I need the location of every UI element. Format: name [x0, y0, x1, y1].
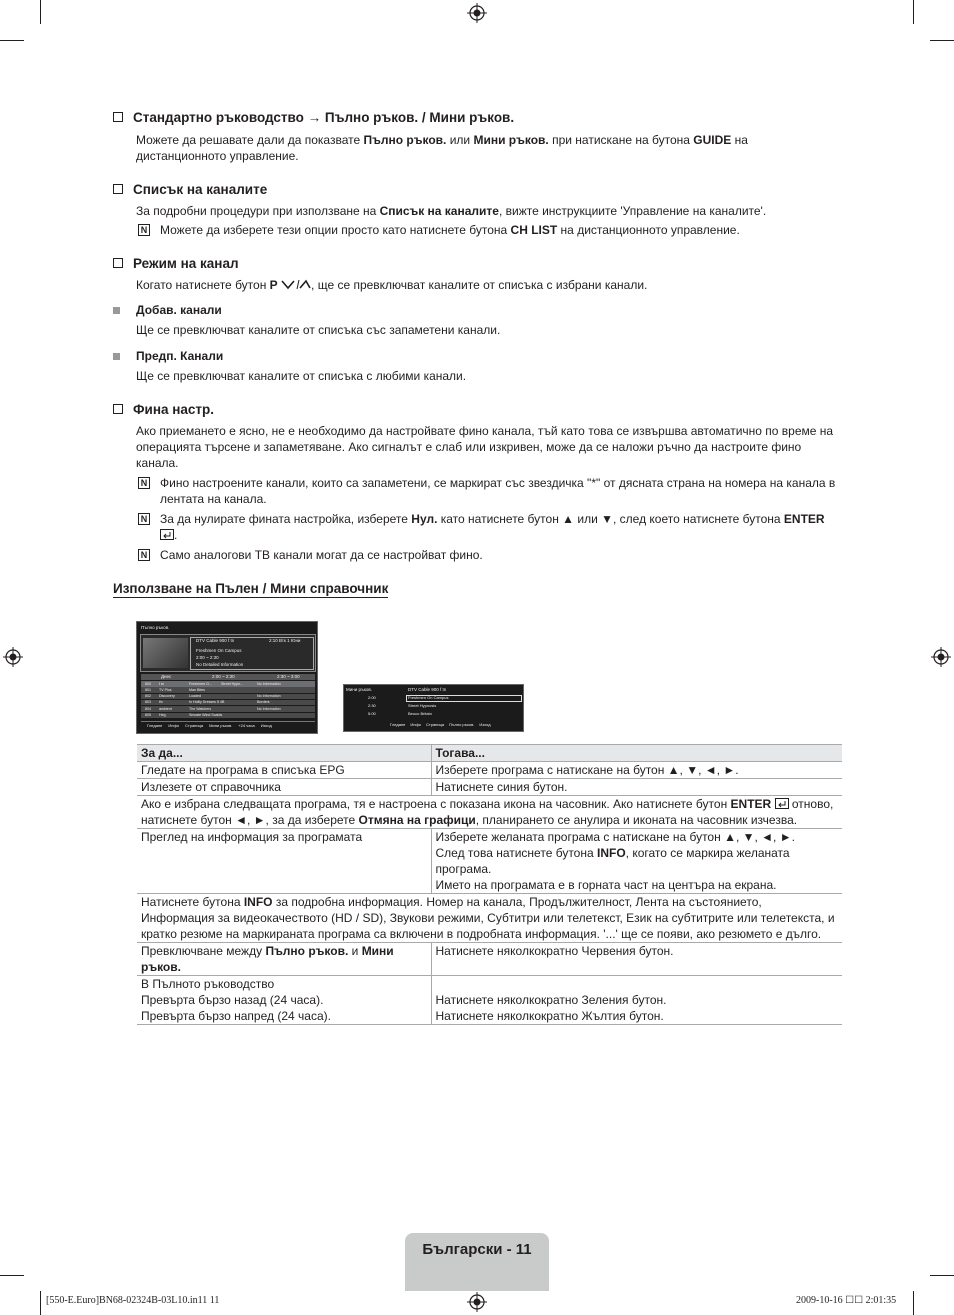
square-bullet-icon: [113, 353, 120, 360]
crop-mark: [913, 1291, 914, 1315]
mini-guide-screen: [343, 684, 524, 732]
section-heading-channel-mode: Режим на канал: [113, 256, 239, 271]
table-row: [137, 796, 842, 829]
guide-cell: 803: [145, 700, 151, 705]
table-cell: Натиснете синия бутон.: [431, 779, 842, 796]
note-icon: N: [138, 477, 150, 489]
guide-cell: Heg: [159, 713, 166, 717]
guide-cell: The Watchers: [189, 706, 212, 711]
guide-cell: No Information: [257, 681, 281, 686]
program-time: 2:00 ~ 2:30: [196, 655, 219, 660]
enter-icon: [775, 798, 789, 809]
print-file-info: [550-E.Euro]BN68-02324B-03L10.in11 11: [46, 1295, 220, 1306]
guide-cell: No Information: [257, 706, 281, 711]
registration-mark-icon: [931, 647, 951, 667]
mini-guide-title: Мини ръков.: [346, 687, 372, 692]
usage-heading: Използване на Пълен / Мини справочник: [113, 581, 389, 596]
cell-line: Името на програмата е в горната част на центъра на екрана.: [435, 878, 777, 892]
table-header-cell: За да...: [137, 745, 431, 762]
cell-line: Превърта бързо напред (24 часа).: [141, 1009, 331, 1023]
channel-list-note: N Можете да изберете тези опции просто като натиснете бутона CH LIST на дистанционното управление.: [136, 222, 836, 238]
cell-line: Превърта бързо назад (24 часа).: [141, 993, 324, 1007]
cell-line: Натиснете няколкократно Жълтия бутон.: [435, 1009, 664, 1023]
table-cell: Преглед на информация за програмата: [137, 829, 431, 894]
crop-mark: [40, 0, 41, 24]
guide-row[interactable]: [141, 700, 315, 706]
today-label: Днес: [161, 674, 172, 679]
crop-mark: [913, 0, 914, 24]
table-cell: Изберете програма с натискане на бутон ▲, ▼, ◄, ►.: [431, 762, 842, 779]
guide-cell: Freshmen O...: [189, 681, 212, 686]
table-cell: [431, 829, 842, 894]
crop-mark: [0, 40, 24, 41]
legend-item: Гледане: [390, 722, 406, 727]
cell-line: След това натиснете бутона INFO, когато се маркира желаната програма.: [435, 846, 790, 876]
legend-item: Страница: [426, 722, 445, 727]
table-header-row: [137, 745, 842, 762]
sub-heading-favourite-channels: Предп. Канали: [136, 349, 224, 363]
program-name: Freshmen On Campus: [196, 648, 242, 653]
legend-item: Пълно ръков.: [449, 722, 475, 727]
channel-mode-text: Когато натиснете бутон P , ще се превключват каналите от списъка с избрани канали.: [136, 278, 648, 292]
full-guide-legend: [147, 723, 278, 729]
table-cell: [431, 976, 842, 1025]
enter-icon: [160, 529, 174, 540]
guide-cell: tln: [159, 700, 163, 705]
favourite-channels-text: Ще се превключват каналите от списъка с любими канали.: [136, 369, 467, 383]
channel-list-text: За подробни процедури при използване на Списък на каналите, вижте инструкциите 'Управление на каналите'.: [136, 204, 767, 218]
guide-cell: In Hollly Dresses 5 4B: [189, 700, 225, 705]
guide-default-text: Можете да решавате дали да показвате Пълно ръков. или Мини ръков. при натискане на бутона GUIDE на дистанционното управление.: [136, 133, 748, 163]
registration-mark-icon: [467, 3, 487, 23]
fine-tune-note-1: N Фино настроените канали, които са запаметени, се маркират със звездичка "*" от дясната страна на номера на канала в лентата на канала.: [136, 475, 836, 507]
crop-mark: [930, 1275, 954, 1276]
full-guide-title: Пълно ръков.: [141, 625, 170, 630]
full-guide-screen: [136, 621, 318, 734]
cell-line: В Пълното ръководство: [141, 977, 275, 991]
legend-item: Страница: [185, 723, 204, 728]
time-slot-1: 2:00 ~ 2:30: [212, 674, 235, 679]
guide-cell: 800: [145, 681, 151, 686]
guide-cell: Discovery: [159, 694, 175, 699]
table-cell: [137, 976, 431, 1025]
thumbnail-image: [143, 638, 188, 668]
page-number-label: Български - 11: [422, 1241, 532, 1258]
mini-guide-legend: [390, 722, 496, 728]
channel-name: DTV Cable 900 f tn: [196, 638, 235, 643]
guide-cell: ambient: [159, 706, 172, 711]
guide-cell: Smoste Wind Scalds: [189, 713, 223, 717]
table-row: [137, 779, 842, 796]
mini-program[interactable]: Freshmen On Campus: [408, 695, 449, 700]
mini-program[interactable]: Beuco Britain: [408, 711, 432, 716]
fine-tune-note-3: N Само аналогови ТВ канали могат да се настройват фино.: [136, 547, 836, 563]
cell-line: Натиснете няколкократно Зеления бутон.: [435, 993, 667, 1007]
cell-line-spacer: [436, 976, 839, 992]
guide-cell: Borders: [257, 700, 270, 705]
mini-time: 2:30: [368, 703, 376, 708]
sub-heading-added-channels: Добав. канали: [136, 303, 222, 317]
registration-mark-icon: [467, 1292, 487, 1312]
legend-item: Изход: [479, 722, 491, 727]
guide-cell: 804: [145, 706, 151, 711]
guide-cell: TV Plus: [159, 687, 172, 692]
table-cell: Излезете от справочника: [137, 779, 431, 796]
mini-time: 2:00: [368, 695, 376, 700]
table-row: [137, 829, 842, 894]
table-header-cell: Тогава...: [431, 745, 842, 762]
mini-time: 5:00: [368, 711, 376, 716]
checkbox-bullet-icon: [113, 258, 123, 268]
table-cell: Натиснете бутона INFO за подробна информация. Номер на канала, Продължителност, Лента на състоянието, Информация за видеокачеството (HD / SD), Звукови режими, Субтитри или телетекст, Език на субтитрите или телетекста, и кратко резюме на маркираната програма са включени в подробната информация. '...' ще се появи, ако резюмето е дълго.: [137, 894, 842, 943]
guide-cell: Loaded: [189, 694, 201, 699]
table-row: [137, 976, 842, 1025]
current-time: 2:10 Втк 1 Юни: [269, 638, 301, 643]
crop-mark: [930, 40, 954, 41]
section-heading-channel-list: Списък на каналите: [113, 182, 267, 197]
checkbox-bullet-icon: [113, 184, 123, 194]
checkbox-bullet-icon: [113, 112, 123, 122]
table-cell: Ако е избрана следващата програма, тя е настроена с показана икона на часовник. Ако натиснете бутон ENTER отново, натиснете бутон ◄, ►, за да изберете Отмяна на графици, планирането се анулира и иконата на часовник изчезва.: [137, 796, 842, 829]
legend-item: Мини ръков.: [209, 723, 233, 728]
cell-line: Изберете желаната програма с натискане на бутон ▲, ▼, ◄, ►.: [435, 830, 795, 844]
guide-cell: 805: [145, 713, 151, 717]
fine-tune-text: Ако приемането е ясно, не е необходимо да настройвате фино канала, тъй като това се извършва автоматично по време на операцията търсене и запаметяване. Ако сигналът е слаб или изкривен, може да се наложи ръчно да настроите фино канала.: [136, 424, 834, 470]
mini-program[interactable]: Street Hypnosis: [408, 703, 437, 708]
section-heading-fine-tune: Фина настр.: [113, 402, 214, 417]
program-details: No Detailed Information: [196, 662, 244, 667]
guide-cell: No Information: [257, 694, 281, 699]
guide-cell: 802: [145, 694, 151, 699]
crop-mark: [40, 1291, 41, 1315]
legend-item: Инфо: [410, 722, 422, 727]
note-icon: N: [138, 224, 150, 236]
guide-cell: Man Bites: [189, 687, 205, 692]
table-cell: Превключване между Пълно ръков. и Мини ръков.: [137, 943, 431, 976]
table-cell: Гледате на програма в списъка EPG: [137, 762, 431, 779]
time-slot-2: 2:30 ~ 3:00: [277, 674, 300, 679]
guide-cell: f tn: [159, 681, 164, 686]
guide-actions-table: [137, 744, 842, 1025]
legend-item: +24 часа: [238, 723, 255, 728]
fine-tune-note-2: N За да нулирате фината настройка, изберете Нул. като натиснете бутон ▲ или ▼, след което натиснете бутона ENTER .: [136, 511, 836, 543]
note-icon: N: [138, 549, 150, 561]
note-icon: N: [138, 513, 150, 525]
page-number-tab: [405, 1233, 549, 1291]
square-bullet-icon: [113, 307, 120, 314]
guide-row[interactable]: [141, 713, 315, 719]
channel-up-down-icon: [281, 279, 311, 290]
divider: [141, 721, 315, 722]
crop-mark: [0, 1275, 24, 1276]
checkbox-bullet-icon: [113, 404, 123, 414]
legend-item: Гледане: [147, 723, 163, 728]
guide-cell: 801: [145, 687, 151, 692]
mini-channel-name: DTV Cable 900 f tn: [408, 687, 447, 692]
section-heading-guide-default: Стандартно ръководство → Пълно ръков. / Мини ръков.: [113, 110, 514, 125]
legend-item: Изход: [260, 723, 272, 728]
added-channels-text: Ще се превключват каналите от списъка със запаметени канали.: [136, 323, 501, 337]
registration-mark-icon: [3, 647, 23, 667]
legend-item: Инфо: [168, 723, 180, 728]
program-info-panel: [140, 634, 316, 672]
table-row: [137, 762, 842, 779]
table-cell: Натиснете няколкократно Червения бутон.: [431, 943, 842, 976]
table-row: [137, 894, 842, 943]
table-row: [137, 943, 842, 976]
print-date-info: 2009-10-16 ☐☐ 2:01:35: [796, 1295, 897, 1306]
guide-cell: Street Hypn...: [221, 681, 243, 686]
